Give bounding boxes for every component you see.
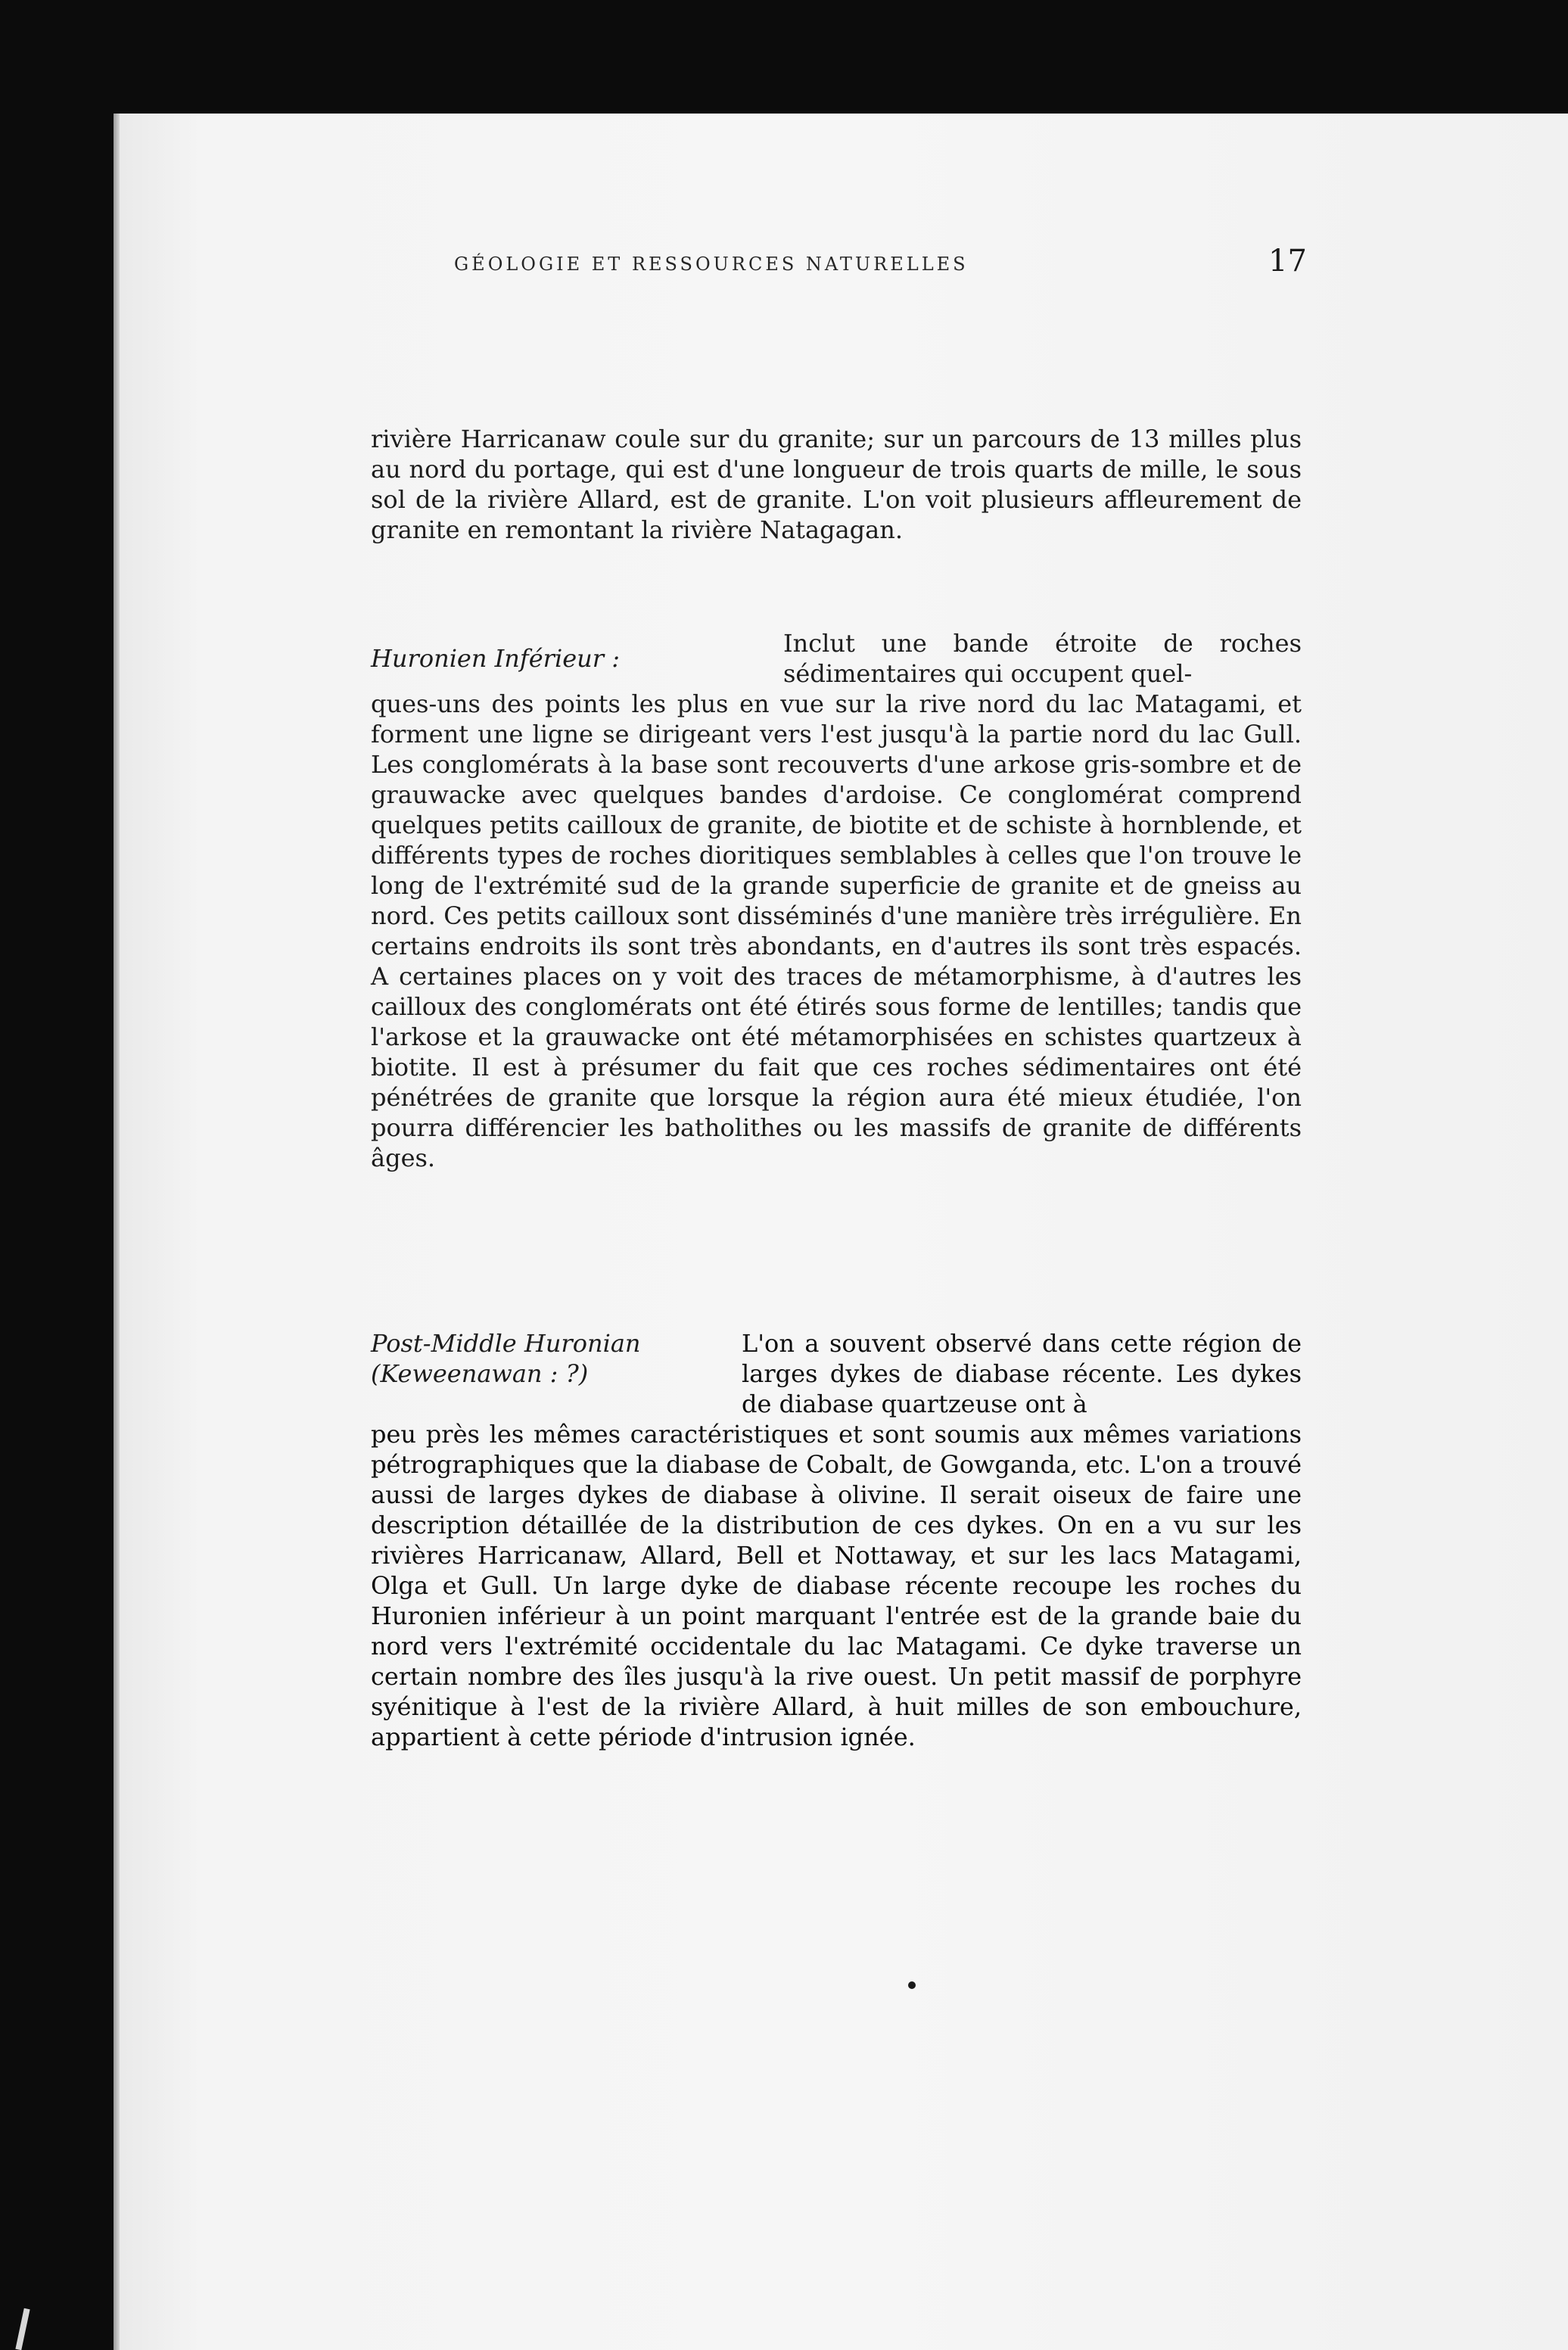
page-number: 17: [1268, 244, 1307, 279]
running-title: GÉOLOGIE ET RESSOURCES NATURELLES: [454, 254, 969, 275]
section-heading-keweenawan: (Keweenawan : ?): [371, 1359, 589, 1388]
paragraph-1: rivière Harricanaw coule sur du granite; sur un parcours de 13 milles plus au nord du portage, qui est d'une longueur de trois quarts de mille, le sous sol de la rivière Allard, est de granite. L'on voit plusieurs affleurement de granite en remontant la rivière Natagagan.: [371, 425, 1302, 544]
edge-mark: [15, 2308, 30, 2350]
paragraph-2: ques-uns des points les plus en vue sur la rive nord du lac Matagami, et forment une ligne se dirigeant vers l'est jusqu'à la partie nord du lac Gull. Les conglomérats à la base sont recouverts d'une arkose gris-sombre et de grauwacke avec quelques bandes d'ardoise. Ce conglomérat comprend quelques petits cailloux de granite, de biotite et de schiste à hornblende, et différents types de roches dioritiques semblables à celles que l'on trouve le long de l'extrémité sud de la grande superficie de granite et de gneiss au nord. Ces petits cailloux sont disséminés d'une manière très irrégulière. En certains endroits ils sont très abondants, en d'autres ils sont très espacés. A certaines places on y voit des traces de métamorphisme, à d'autres les cailloux des conglomérats ont été étirés sous forme de lentilles; tandis que l'arkose et la grauwacke ont été métamorphisées en schistes quartzeux à biotite. Il est à présumer du fait que ces roches sédimentaires ont été pénétrées de granite que lorsque la région aura été mieux étudiée, l'on pourra différencier les batholithes ou les massifs de granite de différents âges.: [371, 689, 1302, 1172]
page-gutter: [114, 114, 120, 2350]
paragraph-3-first-lines: L'on a souvent observé dans cette région de larges dykes de diabase récente. Les dykes de diabase quartzeuse ont à: [742, 1329, 1302, 1418]
section-heading-huronien-inferieur: Huronien Inférieur :: [371, 644, 620, 673]
paragraph-2-first-line: Inclut une bande étroite de roches sédimentaires qui occupent quel-: [783, 629, 1302, 688]
ink-speck: [908, 1981, 916, 1989]
section-heading-post-middle-huronian: Post-Middle Huronian: [371, 1329, 641, 1358]
paragraph-3: peu près les mêmes caractéristiques et sont soumis aux mêmes variations pétrographiques que la diabase de Cobalt, de Gowganda, etc. L'on a trouvé aussi de larges dykes de diabase à olivine. Il serait oiseux de faire une description détaillée de la distribution de ces dykes. On en a vu sur les rivières Harricanaw, Allard, Bell et Nottaway, et sur les lacs Matagami, Olga et Gull. Un large dyke de diabase récente recoupe les roches du Huronien inférieur à un point marquant l'entrée est de la grande baie du nord vers l'extrémité occidentale du lac Matagami. Ce dyke traverse un certain nombre des îles jusqu'à la rive ouest. Un petit massif de porphyre syénitique à l'est de la rivière Allard, à huit milles de son embouchure, appartient à cette période d'intrusion ignée.: [371, 1420, 1302, 1751]
